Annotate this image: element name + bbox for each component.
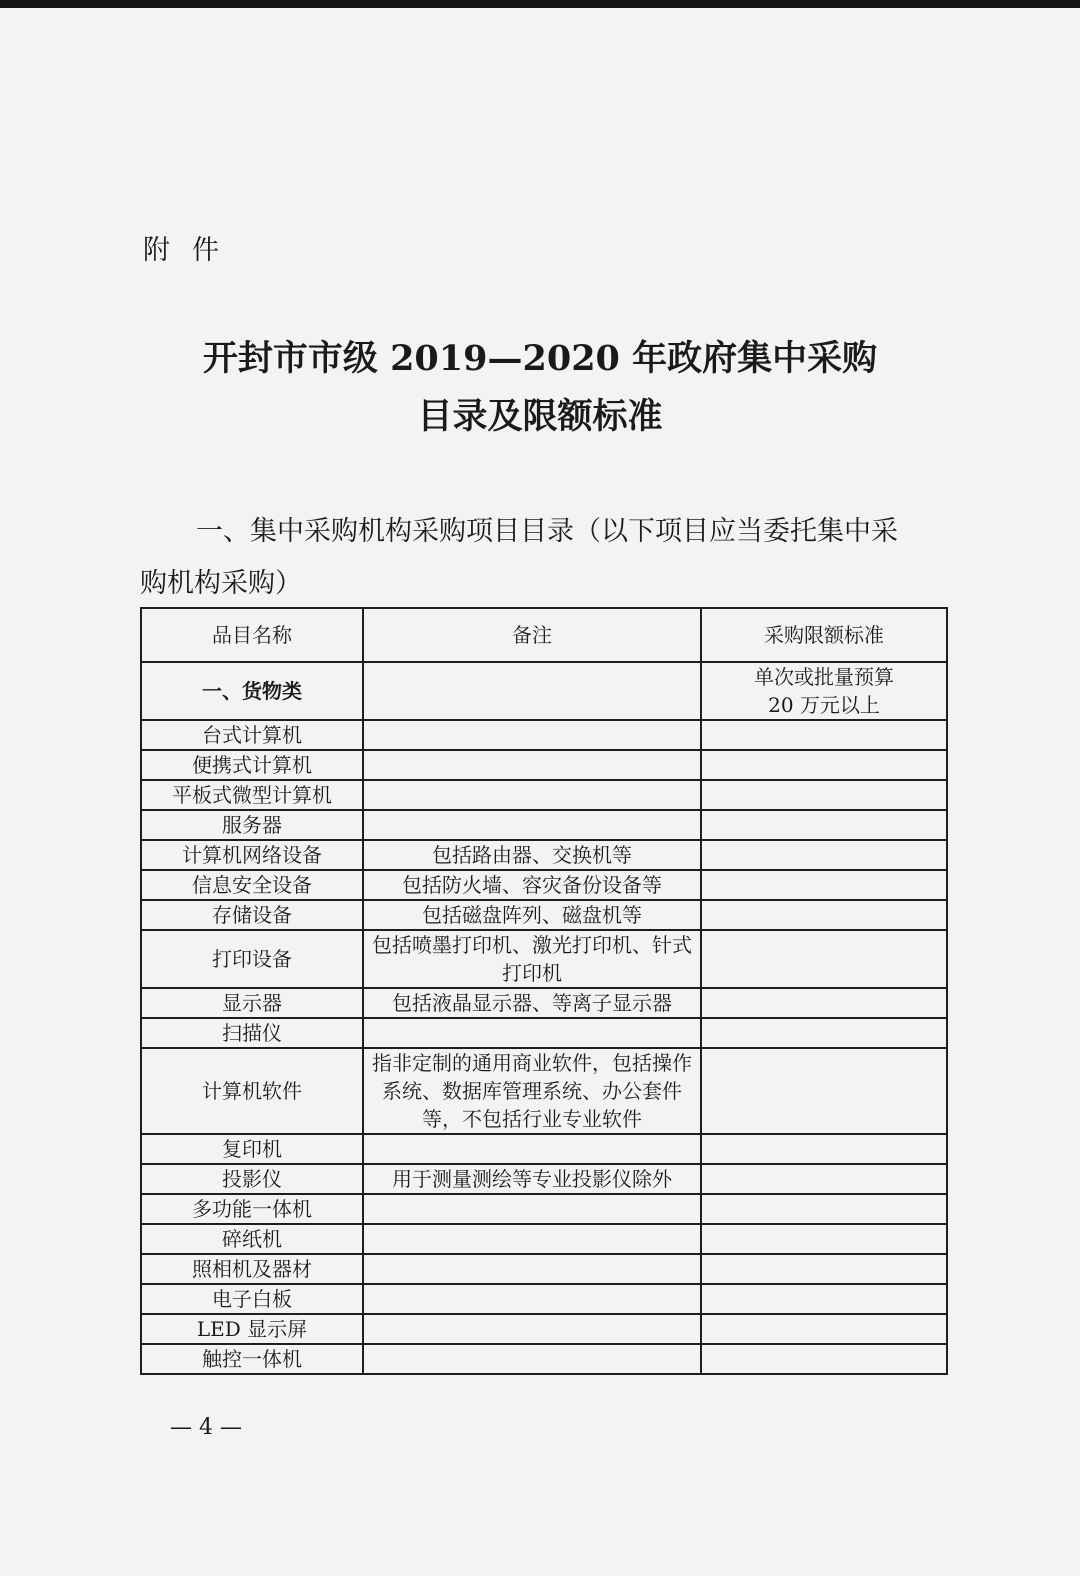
title-line-2: 目录及限额标准 xyxy=(417,396,663,437)
item-note xyxy=(363,1254,701,1284)
item-name: 电子白板 xyxy=(141,1284,363,1314)
item-note: 包括磁盘阵列、磁盘机等 xyxy=(363,900,701,930)
category-name: 一、货物类 xyxy=(141,662,363,720)
table-row xyxy=(141,1314,947,1344)
item-name: 多功能一体机 xyxy=(141,1194,363,1224)
table-row xyxy=(141,1048,947,1134)
item-name: 显示器 xyxy=(141,988,363,1018)
category-note xyxy=(363,662,701,720)
item-note xyxy=(363,1224,701,1254)
scan-top-edge xyxy=(0,0,1080,8)
table-row xyxy=(141,930,947,988)
item-limit xyxy=(701,930,947,988)
table-row xyxy=(141,988,947,1018)
item-note: 用于测量测绘等专业投影仪除外 xyxy=(363,1164,701,1194)
section-heading-line-2: 购机构采购） xyxy=(140,568,302,599)
table-row xyxy=(141,1134,947,1164)
item-name: 服务器 xyxy=(141,810,363,840)
section-heading-line-1: 一、集中采购机构采购项目目录（以下项目应当委托集中采 xyxy=(196,516,898,547)
item-note xyxy=(363,1344,701,1374)
item-name: LED 显示屏 xyxy=(141,1314,363,1344)
item-limit xyxy=(701,1194,947,1224)
table-row xyxy=(141,780,947,810)
item-limit xyxy=(701,1048,947,1134)
item-note: 包括路由器、交换机等 xyxy=(363,840,701,870)
item-note: 指非定制的通用商业软件，包括操作系统、数据库管理系统、办公套件等，不包括行业专业软件 xyxy=(363,1048,701,1134)
header-note: 备注 xyxy=(363,608,701,662)
item-name: 复印机 xyxy=(141,1134,363,1164)
title-line-1: 开封市市级 2019—2020 年政府集中采购 xyxy=(202,338,878,379)
item-note xyxy=(363,720,701,750)
item-limit xyxy=(701,780,947,810)
table-row xyxy=(141,810,947,840)
item-limit xyxy=(701,720,947,750)
item-note: 包括喷墨打印机、激光打印机、针式打印机 xyxy=(363,930,701,988)
item-note xyxy=(363,1134,701,1164)
item-limit xyxy=(701,988,947,1018)
page-number: — 4 — xyxy=(170,1415,242,1440)
category-limit xyxy=(701,662,947,720)
item-note: 包括防火墙、容灾备份设备等 xyxy=(363,870,701,900)
category-row xyxy=(141,662,947,720)
item-name: 台式计算机 xyxy=(141,720,363,750)
item-limit xyxy=(701,900,947,930)
header-item-name: 品目名称 xyxy=(141,608,363,662)
table-row xyxy=(141,900,947,930)
item-limit xyxy=(701,1224,947,1254)
item-name: 计算机软件 xyxy=(141,1048,363,1134)
item-limit xyxy=(701,750,947,780)
table-row xyxy=(141,720,947,750)
item-note xyxy=(363,1284,701,1314)
table-row xyxy=(141,1284,947,1314)
item-name: 信息安全设备 xyxy=(141,870,363,900)
attachment-label: 附件 xyxy=(143,235,241,266)
item-note xyxy=(363,1314,701,1344)
item-name: 计算机网络设备 xyxy=(141,840,363,870)
item-limit xyxy=(701,1344,947,1374)
item-limit xyxy=(701,1254,947,1284)
item-note xyxy=(363,1194,701,1224)
item-name: 触控一体机 xyxy=(141,1344,363,1374)
table-row xyxy=(141,1164,947,1194)
category-limit-line-1: 单次或批量预算 xyxy=(754,665,894,689)
procurement-catalog-table xyxy=(140,607,948,1375)
item-note xyxy=(363,1018,701,1048)
item-note xyxy=(363,780,701,810)
item-limit xyxy=(701,1164,947,1194)
table-row xyxy=(141,750,947,780)
item-note xyxy=(363,810,701,840)
document-title xyxy=(0,330,1080,446)
table-row xyxy=(141,1018,947,1048)
item-limit xyxy=(701,1284,947,1314)
item-name: 投影仪 xyxy=(141,1164,363,1194)
item-limit xyxy=(701,1134,947,1164)
header-limit: 采购限额标准 xyxy=(701,608,947,662)
table-row xyxy=(141,840,947,870)
item-limit xyxy=(701,840,947,870)
item-note: 包括液晶显示器、等离子显示器 xyxy=(363,988,701,1018)
item-note xyxy=(363,750,701,780)
table-row xyxy=(141,1194,947,1224)
item-name: 存储设备 xyxy=(141,900,363,930)
item-limit xyxy=(701,870,947,900)
table-row xyxy=(141,1254,947,1284)
item-limit xyxy=(701,1314,947,1344)
item-name: 扫描仪 xyxy=(141,1018,363,1048)
item-name: 打印设备 xyxy=(141,930,363,988)
table-row xyxy=(141,870,947,900)
item-limit xyxy=(701,810,947,840)
section-heading xyxy=(140,506,950,610)
item-limit xyxy=(701,1018,947,1048)
item-name: 平板式微型计算机 xyxy=(141,780,363,810)
item-name: 碎纸机 xyxy=(141,1224,363,1254)
item-name: 照相机及器材 xyxy=(141,1254,363,1284)
table-row xyxy=(141,1344,947,1374)
category-limit-line-2: 20 万元以上 xyxy=(768,693,880,717)
table-row xyxy=(141,1224,947,1254)
table-header-row xyxy=(141,608,947,662)
item-name: 便携式计算机 xyxy=(141,750,363,780)
